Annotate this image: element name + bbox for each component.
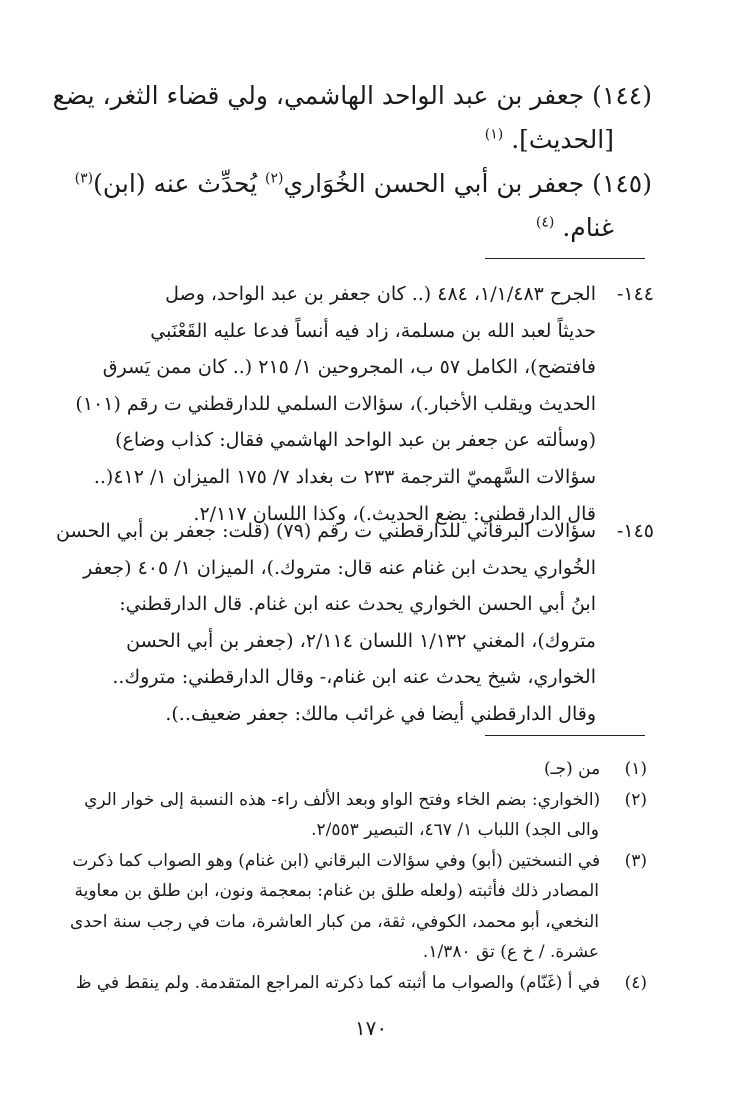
footnote-3-line-2: المصادر ذلك فأثبته (ولعله طلق بن غنام: بمعجمة ونون، ابن طلق بن معاوية [74,881,599,901]
entry-145-text-c: غنام. [554,213,614,242]
footnote-4-text: في أ (غَنّام) والصواب ما أثبته كما ذكرته المراجع المتقدمة. ولم ينقط في ظ [75,972,601,993]
footnote-3-line-1 [72,846,647,877]
footnote-2-line-1 [84,785,647,816]
footnote-3-number: (٣) [624,850,647,871]
note-144-number: ١٤٤- [616,283,654,305]
note-144-line-3: فافتضح)، الكامل ٥٧ ب، المجروحين ١/ ٢١٥ (.. كان ممن يَسرق [102,356,596,379]
note-144-line-4: الحديث ويقلب الأخبار.)، سؤالات السلمي للدارقطني ت رقم (١٠١) [75,392,596,415]
note-145-line-3: ابنُ أبي الحسن الخواري يحدث عنه ابن غنام. قال الدارقطني: [119,593,596,616]
footnote-2-line-2: والى الجد) اللباب ١/ ٤٦٧، التبصير ٢/٥٥٣. [311,820,599,840]
entry-145-text-b: يُحدِّث عنه (ابن) [93,169,266,198]
note-145 [56,513,654,733]
footnote-2-number: (٢) [624,789,647,810]
entry-145 [74,162,652,250]
note-144-line-7: قال الدارقطني: يضع الحديث.)، وكذا اللسان ٢/١١٧. [193,502,596,525]
page-number: ١٧٠ [354,1016,388,1040]
footnote-marker-4: (٤) [535,214,555,231]
divider-rule-1 [485,258,645,259]
note-144-line-2: حديثاً لعبد الله بن مسلمة، زاد فيه أنساً فدعا عليه القَعْنَبي [150,319,596,342]
footnote-1-text: من (جـ) [543,759,601,779]
entry-145-line-1 [74,162,652,206]
note-145-line-2: الخُواري يحدث ابن غنام عنه قال: متروك.)، الميزان ١/ ٤٠٥ (جعفر [83,556,596,579]
entry-144 [52,74,652,162]
footnote-4 [75,968,647,999]
entry-144-line-2 [92,118,652,162]
note-144-line-6: سؤالات السَّهميّ الترجمة ٢٣٣ ت بغداد ٧/ ١٧٥ الميزان ١/ ٤١٢(.. [93,465,596,488]
footnote-2-text-1: (الخواري: بضم الخاء وفتح الواو وبعد الألف راء- هذه النسبة إلى خوار الري [84,789,601,810]
footnote-marker-2: (٢) [265,170,284,187]
footnote-1-number: (١) [624,759,647,779]
entry-144-line-1: (١٤٤) جعفر بن عبد الواحد الهاشمي، ولي قضاء الثغر، يضع [52,81,652,110]
footnotes [70,754,647,998]
entry-144-text: [الحديث]. [503,125,614,154]
note-144 [75,276,654,532]
divider-rule-2 [485,735,645,736]
footnote-marker-1: (١) [484,126,504,143]
footnote-4-number: (٤) [624,972,647,993]
footnote-1 [97,754,647,785]
note-144-line-5: (وسألته عن جعفر بن عبد الواحد الهاشمي فقال: كذاب وضاع) [115,429,596,452]
note-144-text-1: الجرح ١/١/٤٨٣، ٤٨٤ (.. كان جعفر بن عبد الواحد، وصل [165,283,596,305]
footnote-3-line-3: النخعي، أبو محمد، الكوفي، ثقة، من كبار العاشرة، مات في رجب سنة احدى [70,911,599,932]
note-145-line-1 [56,513,654,550]
footnote-marker-3: (٣) [74,170,94,187]
entry-145-line-2 [92,206,652,250]
note-145-line-4: متروك)، المغني ١/١٣٢ اللسان ٢/١١٤، (جعفر بن أبي الحسن [126,629,596,652]
footnote-3-text-1: في النسختين (أبو) وفي سؤالات البرقاني (ابن غنام) وهو الصواب كما ذكرت [72,850,601,871]
note-145-line-5: الخواري، شيخ يحدث عنه ابن غنام،- وقال الدارقطني: متروك.. [112,666,596,689]
note-145-text-1: سؤالات البرقاني للدارقطني ت رقم (٧٩) (قلت: جعفر بن أبي الحسن [56,520,596,542]
entry-145-text-a: (١٤٥) جعفر بن أبي الحسن الخُوَاري [283,169,652,198]
footnote-3-line-4: عشرة. / خ ع) تق ١/٣٨٠. [422,942,599,962]
note-145-line-6: وقال الدارقطني أيضا في غرائب مالك: جعفر ضعيف..). [165,702,596,725]
note-145-number: ١٤٥- [616,520,654,542]
note-144-line-1 [94,276,654,313]
